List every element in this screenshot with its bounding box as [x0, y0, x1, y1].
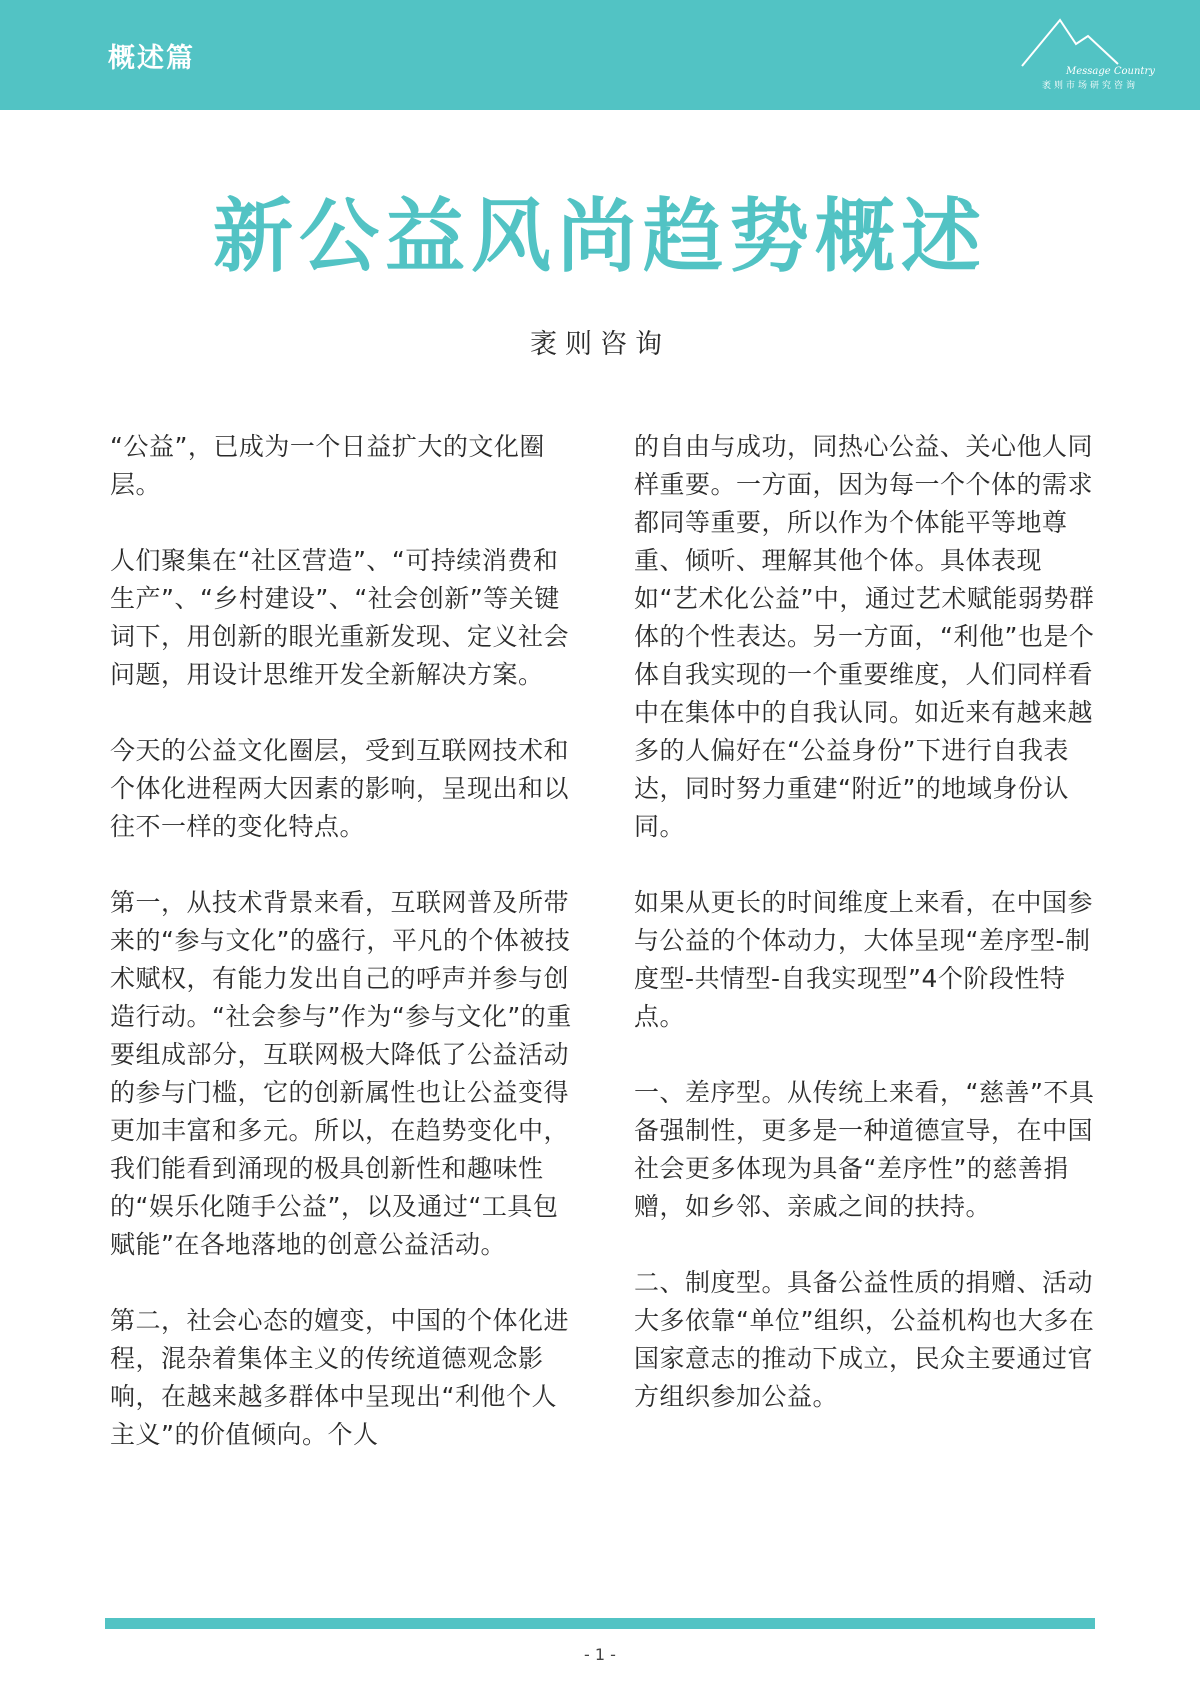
left-column [110, 428, 580, 1492]
paragraph: “公益”，已成为一个日益扩大的文化圈层。 [110, 432, 545, 499]
paragraph: 一、差序型。从传统上来看，“慈善”不具备强制性，更多是一种道德宣导，在中国社会更多体现为具备“差序性”的慈善捐赠，如乡邻、亲戚之间的扶持。 [634, 1078, 1095, 1221]
paragraph: 的自由与成功，同热心公益、关心他人同样重要。一方面，因为每一个个体的需求都同等重要，所以作为个体能平等地尊重、倾听、理解其他个体。具体表现如“艺术化公益”中，通过艺术赋能弱势群体的个性表达。另一方面，“利他”也是个体自我实现的一个重要维度，人们同样看中在集体中的自我认同。如近来有越来越多的人偏好在“公益身份”下进行自我表达，同时努力重建“附近”的地域身份认同。 [634, 432, 1095, 841]
paragraph: 第二，社会心态的嬗变，中国的个体化进程，混杂着集体主义的传统道德观念影响，在越来越多群体中呈现出“利他个人主义”的价值倾向。个人 [110, 1306, 570, 1449]
page-number: - 1 - [584, 1645, 616, 1664]
section-label: 概述篇 [108, 43, 195, 74]
footer-divider [105, 1618, 1095, 1629]
logo-company-name: 袤则市场研究咨询 [1041, 81, 1138, 91]
paragraph: 人们聚集在“社区营造”、“可持续消费和生产”、“乡村建设”、“社会创新”等关键词下，用创新的眼光重新发现、定义社会问题，用设计思维开发全新解决方案。 [110, 546, 570, 689]
paragraph: 今天的公益文化圈层，受到互联网技术和个体化进程两大因素的影响，呈现出和以往不一样的变化特点。 [110, 736, 570, 841]
paragraph: 第一，从技术背景来看，互联网普及所带来的“参与文化”的盛行，平凡的个体被技术赋权，有能力发出自己的呼声并参与创造行动。“社会参与”作为“参与文化”的重要组成部分，互联网极大降低了公益活动的参与门槛，它的创新属性也让公益变得更加丰富和多元。所以，在趋势变化中，我们能看到涌现的极具创新性和趣味性的“娱乐化随手公益”，以及通过“工具包赋能”在各地落地的创意公益活动。 [110, 888, 572, 1259]
page-title: 新公益风尚趋势概述 [213, 190, 987, 283]
logo-script-text: Message Country [1066, 66, 1155, 77]
paragraph: 二、制度型。具备公益性质的捐赠、活动大多依靠“单位”组织，公益机构也大多在国家意志的推动下成立，民众主要通过官方组织参加公益。 [634, 1268, 1095, 1411]
byline: 袤则咨询 [530, 329, 670, 360]
right-column [634, 428, 1096, 1454]
header-bar [0, 0, 1200, 110]
paragraph: 如果从更长的时间维度上来看，在中国参与公益的个体动力，大体呈现“差序型-制度型-共情型-自我实现型”4个阶段性特点。 [634, 888, 1094, 1031]
